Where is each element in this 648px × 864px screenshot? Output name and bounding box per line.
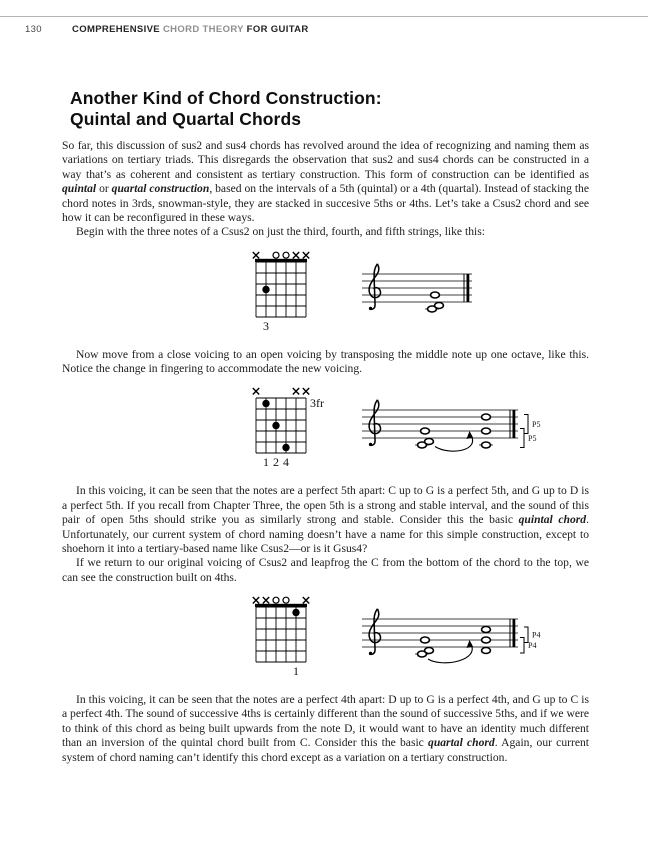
final-barline [513, 619, 516, 647]
finger-dot [272, 422, 279, 429]
muted-string-icon [303, 252, 309, 259]
final-barline [513, 410, 516, 438]
finger-number: 3 [263, 318, 269, 333]
text-run: In this voicing, it can be seen that the notes are a perfect 4th apart: D up to G is a perfect 4th, and G up to C is a perfect 4th. The sound of successive 4ths is certainly different than the sound of successive 5ths, and if we were to think of this chord as being built upwards from the note D, it would want to have an identity much different than an inversion of the quintal chord built from C. Consider this the basic [62, 693, 589, 750]
text-run: Now move from a close voicing to an open voicing by transposing the middle note up one octave, like this. Notice the change in fingering to accommodate the new voicing. [62, 347, 589, 375]
whole-note [482, 428, 491, 434]
header-rule [0, 16, 648, 17]
interval-bracket [524, 415, 528, 434]
fret-position-label: 3fr [310, 396, 324, 411]
paragraph-intro [62, 139, 589, 225]
finger-dot [262, 285, 269, 292]
text-run: In this voicing, it can be seen that the notes are a perfect 5th apart: C up to G is a perfect 5th, and G up to D is a perfect 5th. If you recall from Chapter Three, the open 5th is a strong and stable interval, and the sound of this pair of open 5ths should strike you as similarly strong and stable. Consider this the basic [62, 484, 589, 527]
muted-string-icon [253, 388, 259, 395]
open-string-icon [283, 252, 289, 258]
running-header-title [72, 24, 309, 35]
paragraph-quartal-chord [62, 693, 589, 765]
chord-diagram [238, 248, 334, 340]
text-run: Begin with the three notes of a Csus2 on just the third, fourth, and fifth strings, like this: [76, 225, 485, 239]
section-title [70, 88, 589, 130]
interval-bracket [520, 638, 524, 654]
octave-arrow [435, 434, 473, 452]
whole-note [482, 637, 491, 643]
whole-note [421, 637, 430, 643]
whole-note [482, 442, 491, 448]
finger-number: 2 [273, 455, 279, 470]
emphasized-term: quartal construction [111, 182, 210, 196]
nut [255, 258, 307, 261]
finger-dot [282, 444, 289, 451]
interval-bracket [520, 429, 524, 448]
finger-dot [262, 400, 269, 407]
figure-csus2-open-voicing-quintal [62, 384, 589, 476]
finger-number: 4 [283, 455, 289, 470]
music-notation-staff [360, 601, 550, 677]
section-title-line1: Another Kind of Chord Construction: [70, 88, 382, 108]
running-header [25, 24, 309, 35]
emphasized-term: quartal chord [428, 736, 495, 750]
nut [255, 604, 307, 607]
muted-string-icon [303, 597, 309, 604]
interval-label: P4 [528, 641, 537, 651]
open-string-icon [283, 597, 289, 603]
paragraph-begin-with [62, 225, 589, 239]
octave-arrow [428, 643, 472, 663]
treble-clef-icon [369, 609, 381, 655]
text-run: If we return to our original voicing of Csus2 and leapfrog the C from the bottom of the chord to the top, we can see the construction built on 4ths. [62, 556, 589, 584]
interval-label: P4 [532, 630, 541, 640]
text-run: So far, this discussion of sus2 and sus4 chords has revolved around the idea of recognizing and naming them as variations on tertiary triads. This disregards the observation that sus2 and sus4 chords can be constructed in a way that’s as coherent and consistent as tertiary construction. This form of construction can be identified as [62, 139, 589, 181]
muted-string-icon [253, 252, 259, 259]
music-notation-staff [360, 256, 550, 332]
text-run: . Again, our current system of chord naming can’t identify this chord except as a variation on a tertiary construction. [62, 736, 589, 764]
whole-note [482, 648, 491, 654]
text-run: . Unfortunately, our current system of chord naming doesn’t have a name for this simple construction, except to shoehorn it into a tertiary-based name like Csus2—or is it Gsus4? [62, 513, 589, 555]
whole-note [425, 439, 434, 445]
emphasized-term: quintal chord [518, 513, 587, 527]
muted-string-icon [293, 388, 299, 395]
finger-dot [292, 609, 299, 616]
running-header-pre: COMPREHENSIVE [72, 24, 163, 35]
text-run: or [96, 182, 112, 196]
running-header-highlight: CHORD THEORY [162, 24, 244, 35]
treble-clef-icon [369, 263, 381, 309]
chord-diagram [238, 384, 334, 476]
open-string-icon [273, 597, 279, 603]
whole-note [421, 428, 430, 434]
whole-note [425, 648, 434, 654]
muted-string-icon [263, 597, 269, 604]
open-string-icon [273, 252, 279, 258]
text-run: , based on the intervals of a 5th (quintal) or a 4th (quartal). Instead of stacking the chord notes in 3rds, snowman-style, they are stacked in succesive 5ths or 4ths. Let’s take a Csus2 chord and see how it can be reconfigured in these ways. [62, 182, 589, 224]
interval-label: P5 [532, 420, 541, 430]
muted-string-icon [303, 388, 309, 395]
interval-label: P5 [528, 434, 537, 444]
whole-note [431, 292, 440, 298]
page-number: 130 [25, 24, 42, 35]
figure-csus2-quartal-voicing [62, 593, 589, 685]
finger-number: 1 [263, 455, 269, 470]
music-notation-staff [360, 392, 550, 468]
paragraph-leapfrog [62, 556, 589, 585]
muted-string-icon [293, 252, 299, 259]
figure-csus2-close-voicing [62, 248, 589, 340]
emphasized-term: quintal [62, 182, 97, 196]
finger-number: 1 [293, 664, 299, 678]
muted-string-icon [253, 597, 259, 604]
section-title-line2: Quintal and Quartal Chords [70, 109, 302, 129]
whole-note [482, 627, 491, 633]
whole-note [435, 302, 444, 308]
chord-diagram [238, 593, 334, 685]
running-header-post: FOR GUITAR [243, 24, 309, 35]
paragraph-open-voicing [62, 348, 589, 377]
treble-clef-icon [369, 400, 381, 446]
final-barline [467, 274, 470, 302]
whole-note [482, 414, 491, 420]
page-content [62, 88, 589, 765]
paragraph-quintal-chord [62, 484, 589, 556]
